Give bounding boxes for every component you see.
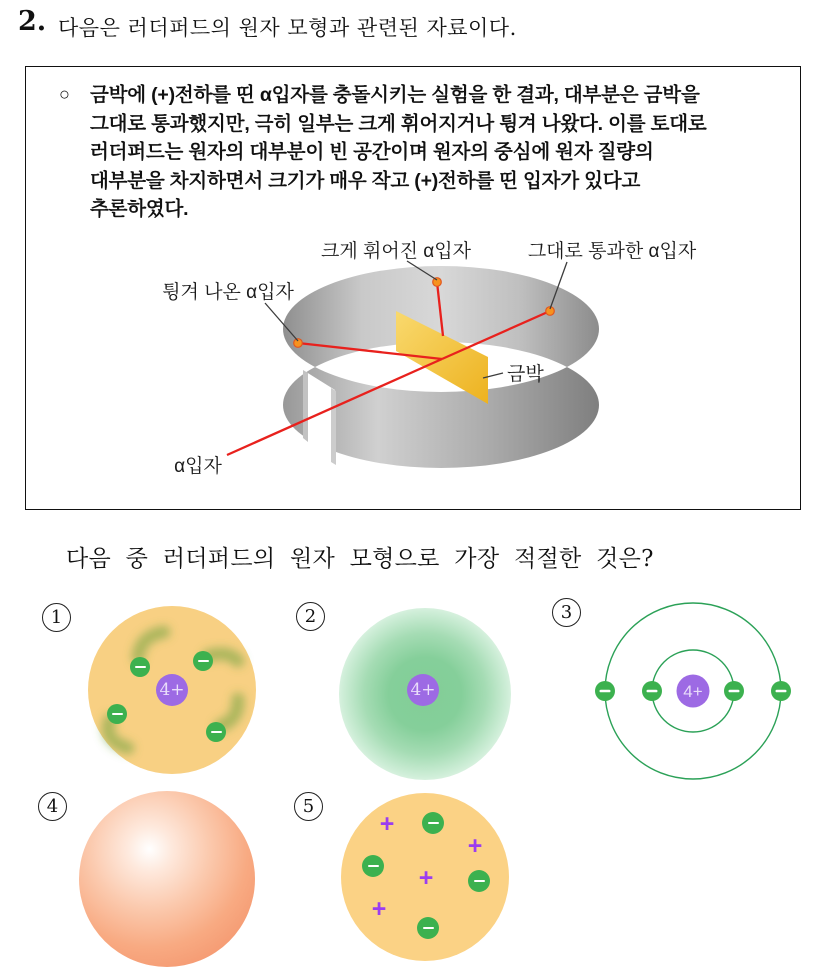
- minus-icon: [600, 690, 611, 693]
- question-number: 2.: [18, 6, 47, 37]
- question-intro: 다음은 러더퍼드의 원자 모형과 관련된 자료이다.: [58, 16, 517, 40]
- trail-icon: [108, 720, 128, 748]
- option-1-number[interactable]: 1: [42, 603, 71, 632]
- bullet-circle: ○: [59, 84, 70, 104]
- option-4-atom-model: [79, 791, 255, 967]
- ring-gap-edge-left: [303, 370, 308, 442]
- electron-icon: [130, 657, 150, 677]
- trail-icon: [220, 699, 238, 726]
- minus-icon: [776, 690, 787, 693]
- label-gold-foil: 금박: [507, 364, 544, 385]
- ring-gap-edge-right: [331, 388, 336, 465]
- nucleus: 4+: [156, 674, 188, 706]
- minus-icon: [423, 927, 434, 930]
- electron-icon: [107, 704, 127, 724]
- material-line: 추론하였다.: [90, 198, 189, 221]
- minus-icon: [428, 822, 439, 825]
- label-alpha-particle: α입자: [174, 456, 222, 477]
- plus-charge: +: [379, 809, 395, 838]
- plus-charge: +: [371, 894, 387, 923]
- hit-dot-deflected: [433, 278, 442, 287]
- electron-icon: [642, 681, 662, 701]
- electron-icon: [595, 681, 615, 701]
- hit-dot-bounced: [294, 339, 303, 348]
- option-3-number[interactable]: 3: [552, 598, 581, 627]
- option-5-atom-model: [341, 793, 509, 961]
- gold-foil-experiment-diagram: [40, 240, 800, 505]
- material-line: 그대로 통과했지만, 극히 일부는 크게 휘어지거나 튕겨 나왔다. 이를 토대로: [90, 112, 707, 135]
- electron-icon: [422, 812, 444, 834]
- plus-charge: +: [467, 831, 483, 860]
- trail-icon: [138, 632, 164, 658]
- option-5-number[interactable]: 5: [294, 792, 323, 821]
- option-4-number[interactable]: 4: [38, 792, 67, 821]
- label-passed-alpha: 그대로 통과한 α입자: [527, 241, 697, 262]
- nucleus-label: 4+: [683, 682, 703, 701]
- electron-icon: [771, 681, 791, 701]
- material-line: 대부분을 차지하면서 크기가 매우 작고 (+)전하를 띤 입자가 있다고: [90, 169, 641, 192]
- minus-icon: [112, 713, 123, 716]
- question-main: 다음 중 러더퍼드의 원자 모형으로 가장 적절한 것은?: [66, 546, 654, 572]
- option-2-number[interactable]: 2: [296, 602, 325, 631]
- option-3-atom-model: [593, 596, 793, 786]
- material-line: 금박에 (+)전하를 띤 α입자를 충돌시키는 실험을 한 결과, 대부분은 금박을: [90, 84, 700, 106]
- electron-icon: [417, 917, 439, 939]
- label-deflected-alpha: 크게 휘어진 α입자: [320, 241, 472, 262]
- minus-icon: [647, 690, 658, 693]
- minus-icon: [135, 666, 146, 669]
- minus-icon: [729, 690, 740, 693]
- minus-icon: [368, 865, 379, 868]
- minus-icon: [474, 880, 485, 883]
- material-text: [90, 81, 707, 224]
- material-line: 러더퍼드는 원자의 대부분이 빈 공간이며 원자의 중심에 원자 질량의: [90, 141, 654, 164]
- electron-icon: [468, 870, 490, 892]
- label-bounced-alpha: 튕겨 나온 α입자: [162, 282, 294, 303]
- electron-icon: [193, 651, 213, 671]
- electron-icon: [362, 855, 384, 877]
- electron-icon: [724, 681, 744, 701]
- option-1-atom-model: [88, 606, 256, 774]
- minus-icon: [198, 660, 209, 663]
- option-2-atom-model: [339, 608, 511, 780]
- plus-charge: +: [418, 863, 434, 892]
- minus-icon: [211, 731, 222, 734]
- electron-icon: [206, 722, 226, 742]
- nucleus: 4+: [407, 674, 439, 706]
